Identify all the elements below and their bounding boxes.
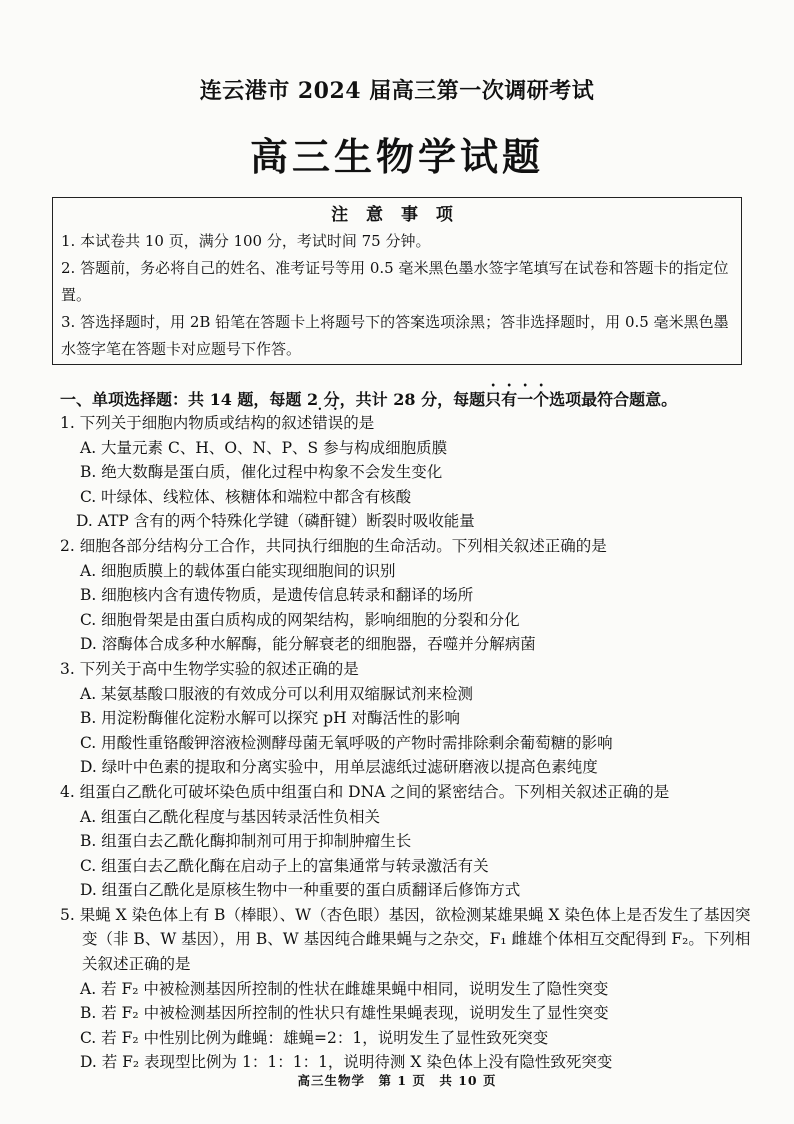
question-stem: 3. 下列关于高中生物学实验的叙述正确的是 xyxy=(60,659,359,678)
notice-item-2: 2. 答题前，务必将自己的姓名、准考证号等用 0.5 毫米黑色墨水签字笔填写在试卷和答题卡的指定位置。 xyxy=(61,259,729,304)
section-heading-suffix: 选项最符合题意。 xyxy=(549,390,678,409)
option-d: D. 溶酶体合成多种水解酶，能分解衰老的细胞器，吞噬并分解病菌 xyxy=(80,635,536,654)
question-stem xyxy=(60,405,760,436)
question-stem-emphasis: 错误 xyxy=(312,414,344,432)
option-b: B. 若 F₂ 中被检测基因所控制的性状只有雄性果蝇表现，说明发生了显性突变 xyxy=(80,1004,609,1023)
option-a: A. 细胞质膜上的载体蛋白能实现细胞间的识别 xyxy=(80,561,396,580)
question-list xyxy=(60,405,760,1075)
page-footer: 高三生物学 第 1 页 共 10 页 xyxy=(297,1073,497,1088)
option-b: B. 细胞核内含有遗传物质，是遗传信息转录和翻译的场所 xyxy=(80,586,474,605)
question-1 xyxy=(60,405,760,534)
question-stem-before: 1. 下列关于细胞内物质或结构的叙述 xyxy=(60,414,313,432)
question-2 xyxy=(60,534,760,657)
option-c: C. 叶绿体、线粒体、核糖体和端粒中都含有核酸 xyxy=(80,487,412,506)
option-a: A. 若 F₂ 中被检测基因所控制的性状在雌雄果蝇中相同，说明发生了隐性突变 xyxy=(80,979,609,998)
option-a: A. 某氨基酸口服液的有效成分可以利用双缩脲试剂来检测 xyxy=(80,684,474,703)
option-c: C. 若 F₂ 中性别比例为雌蝇：雄蝇=2：1，说明发生了显性致死突变 xyxy=(80,1028,549,1047)
section-heading-emphasis: 只有一个 xyxy=(485,390,550,409)
section-heading-prefix: 一、单项选择题：共 14 题，每题 2 分，共计 28 分，每题 xyxy=(60,390,486,409)
option-c: C. 组蛋白去乙酰化酶在启动子上的富集通常与转录激活有关 xyxy=(80,856,489,875)
subject-title: 高三生物学试题 xyxy=(249,134,544,179)
option-d: D. ATP 含有的两个特殊化学键（磷酐键）断裂时吸收能量 xyxy=(76,512,475,531)
notice-box xyxy=(52,197,742,365)
question-stem: 2. 细胞各部分结构分工合作，共同执行细胞的生命活动。下列相关叙述正确的是 xyxy=(60,536,607,555)
option-b: B. 组蛋白去乙酰化酶抑制剂可用于抑制肿瘤生长 xyxy=(80,832,412,851)
option-d: D. 组蛋白乙酰化是原核生物中一种重要的蛋白质翻译后修饰方式 xyxy=(80,881,521,900)
notice-item-1: 1. 本试卷共 10 页，满分 100 分，考试时间 75 分钟。 xyxy=(61,232,431,250)
option-c: C. 用酸性重铬酸钾溶液检测酵母菌无氧呼吸的产物时需排除剩余葡萄糖的影响 xyxy=(80,733,613,752)
option-d: D. 绿叶中色素的提取和分离实验中，用单层滤纸过滤研磨液以提高色素纯度 xyxy=(80,758,598,777)
notice-item-3: 3. 答选择题时，用 2B 铅笔在答题卡上将题号下的答案选项涂黑；答非选择题时，用 0.5 毫米黑色墨水签字笔在答题卡对应题号下作答。 xyxy=(61,313,729,358)
option-b: B. 用淀粉酶催化淀粉水解可以探究 pH 对酶活性的影响 xyxy=(80,709,461,728)
question-stem: 5. 果蝇 X 染色体上有 B（棒眼）、W（杏色眼）基因，欲检测某雄果蝇 X 染色体上是否发生了基因突变（非 B、W 基因），用 B、W 基因纯合雌果蝇与之杂交，F₁ 雌雄个体相互交配得到 F₂。下列相关叙述正确的是 xyxy=(60,905,751,974)
question-stem-after: 的是 xyxy=(343,414,375,432)
notice-title: 注 意 事 项 xyxy=(331,205,459,225)
question-stem: 4. 组蛋白乙酰化可破坏染色质中组蛋白和 DNA 之间的紧密结合。下列相关叙述正确的是 xyxy=(60,782,670,801)
question-5 xyxy=(60,903,760,1075)
option-b: B. 绝大数酶是蛋白质，催化过程中构象不会发生变化 xyxy=(80,463,443,482)
question-4 xyxy=(60,780,760,903)
exam-title: 连云港市 2024 届高三第一次调研考试 xyxy=(199,78,595,104)
option-d: D. 若 F₂ 表现型比例为 1：1：1：1，说明待测 X 染色体上没有隐性致死突变 xyxy=(80,1053,613,1072)
option-a: A. 组蛋白乙酰化程度与基因转录活性负相关 xyxy=(80,807,381,826)
question-3 xyxy=(60,657,760,780)
option-a: A. 大量元素 C、H、O、N、P、S 参与构成细胞质膜 xyxy=(80,438,448,457)
option-c: C. 细胞骨架是由蛋白质构成的网架结构，影响细胞的分裂和分化 xyxy=(80,610,520,629)
